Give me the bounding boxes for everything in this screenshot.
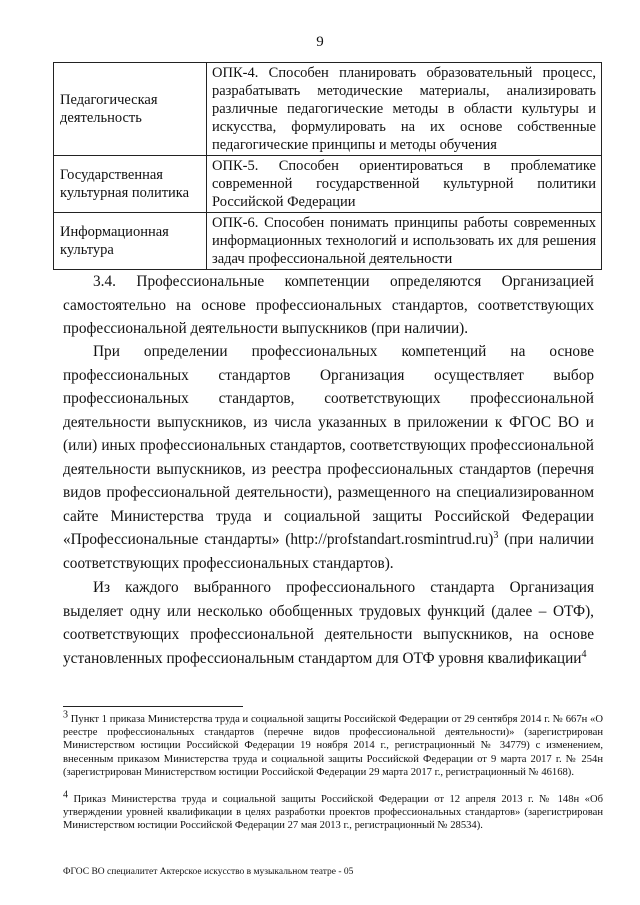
paragraph-3-4 <box>63 270 594 341</box>
table-row <box>54 63 602 156</box>
competence-description: ОПК-4. Способен планировать образовательный процесс, разрабатывать методические материалы, анализировать различные педагогические методы в области культуры и искусства, формулировать на их основе собственные педагогические принципы и методы обучения <box>207 63 602 156</box>
footnote-separator <box>63 706 243 707</box>
competence-description: ОПК-5. Способен ориентироваться в проблематике современной государственной культурной политики Российской Федерации <box>207 156 602 213</box>
competence-table <box>53 62 602 270</box>
footnote-text: Пункт 1 приказа Министерства труда и социальной защиты Российской Федерации от 29 сентября 2014 г. № 667н «О реестре профессиональных стандартов (перечне видов профессиональной деятельности)» (зарегистрирован Министерством юстиции Российской Федерации 19 ноября 2014 г., регистрационный № 34779) с изменением, внесенным приказом Министерства труда и социальной защиты Российской Федерации от 9 марта 2017 г. № 254н (зарегистрирован Министерством юстиции Российской Федерации 29 марта 2017 г., регистрационный № 46168). <box>63 714 603 778</box>
table-row <box>54 213 602 270</box>
competence-area: Информационная культура <box>54 213 207 270</box>
footnote-number: 4 <box>63 789 68 801</box>
paragraph-otf <box>63 576 594 670</box>
footnote-text: Приказ Министерства труда и социальной защиты Российской Федерации от 12 апреля 2013 г. № 148н «Об утверждении уровней квалификации в целях разработки проектов профессиональных стандартов» (зарегистрирован Министерством юстиции Российской Федерации 27 мая 2013 г., регистрационный № 28534). <box>63 794 603 832</box>
paragraph-text: При определении профессиональных компетенций на основе профессиональных стандартов Организация осуществляет выбор профессиональных стандартов, соответствующих профессиональной деятельности выпускников, из числа указанных в приложении к ФГОС ВО и (или) иных профессиональных стандартов, соответствующих профессиональной деятельности выпускников, из реестра профессиональных стандартов (перечня видов профессиональной деятельности), размещенного на специализированном сайте Министерства труда и социальной защиты Российской Федерации «Профессиональные стандарты» (http://profstandart.rosmintrud.ru) <box>63 343 594 548</box>
competence-description: ОПК-6. Способен понимать принципы работы современных информационных технологий и использовать их для решения задач профессиональной деятельности <box>207 213 602 270</box>
table-row <box>54 156 602 213</box>
paragraph-text: 3.4. Профессиональные компетенции определяются Организацией самостоятельно на основе профессиональных стандартов, соответствующих профессиональной деятельности выпускников (при наличии). <box>63 273 594 337</box>
footnote-3 <box>63 709 603 779</box>
footnote-ref-3[interactable]: 3 <box>493 529 499 541</box>
footnote-ref-4[interactable]: 4 <box>581 648 587 660</box>
page-footer: ФГОС ВО специалитет Актерское искусство в музыкальном театре - 05 <box>63 867 354 877</box>
paragraph-text: (при наличии соответствующих профессиональных стандартов). <box>63 531 594 572</box>
footnote-number: 3 <box>63 709 68 721</box>
paragraph-text: Из каждого выбранного профессионального стандарта Организация выделяет одну или несколько обобщенных трудовых функций (далее – ОТФ), соответствующих профессиональной деятельности выпускников, на основе установленных профессиональным стандартом для ОТФ уровня квалификации <box>63 579 594 667</box>
paragraph-standards-selection <box>63 340 594 575</box>
competence-area: Государственная культурная политика <box>54 156 207 213</box>
page-number: 9 <box>316 34 324 50</box>
competence-area: Педагогическая деятельность <box>54 63 207 156</box>
footnote-4 <box>63 789 603 833</box>
